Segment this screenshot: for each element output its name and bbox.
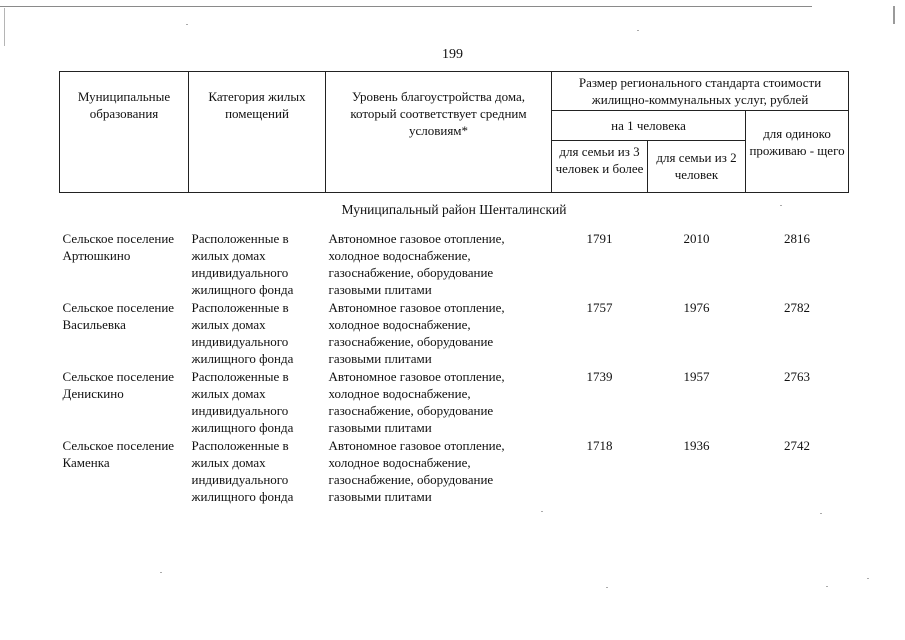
- scan-speck: [820, 513, 822, 514]
- row-family2: 1957: [683, 369, 710, 384]
- scan-speck: [826, 586, 828, 587]
- row-family3: 1757: [586, 300, 613, 315]
- table-row: [60, 299, 849, 368]
- table-row: [60, 230, 849, 299]
- scan-speck: [637, 30, 639, 31]
- row-category: Расположенные в жилых домах индивидуального жилищного фонда: [191, 231, 294, 297]
- header-per-person: на 1 человека: [552, 111, 746, 141]
- row-municipality: Сельское поселение Каменка: [62, 438, 175, 470]
- table-row: [60, 368, 849, 437]
- row-family3: 1718: [586, 438, 613, 453]
- row-family2: 2010: [683, 231, 710, 246]
- header-level: Уровень благоустройства дома, который соответствует средним условиям*: [326, 72, 552, 193]
- row-municipality: Сельское поселение Васильевка: [62, 300, 175, 332]
- row-municipality: Сельское поселение Артюшкино: [62, 231, 175, 263]
- table-row: [60, 437, 849, 506]
- regional-standard-table: [59, 71, 849, 506]
- row-category: Расположенные в жилых домах индивидуального жилищного фонда: [191, 369, 294, 435]
- row-level: Автономное газовое отопление, холодное водоснабжение, газоснабжение, оборудование газовыми плитами: [328, 231, 505, 297]
- row-municipality: Сельское поселение Денискино: [62, 369, 175, 401]
- header-standard-group: Размер регионального стандарта стоимости жилищно-коммунальных услуг, рублей: [552, 72, 849, 111]
- page-number: 199: [442, 47, 463, 62]
- row-single: 2782: [784, 300, 811, 315]
- header-family3: для семьи из 3 человек и более: [552, 141, 648, 193]
- scan-speck: [867, 578, 869, 579]
- district-heading: Муниципальный район Шенталинский: [341, 202, 567, 217]
- row-family3: 1791: [586, 231, 613, 246]
- row-category: Расположенные в жилых домах индивидуального жилищного фонда: [191, 438, 294, 504]
- row-category: Расположенные в жилых домах индивидуального жилищного фонда: [191, 300, 294, 366]
- scan-edge-top: [0, 6, 812, 7]
- scan-edge-left: [4, 8, 5, 46]
- scan-mark-right: [893, 6, 895, 24]
- scan-speck: [186, 24, 188, 25]
- row-family3: 1739: [586, 369, 613, 384]
- row-level: Автономное газовое отопление, холодное водоснабжение, газоснабжение, оборудование газовыми плитами: [328, 438, 505, 504]
- scan-speck: [160, 572, 162, 573]
- row-level: Автономное газовое отопление, холодное водоснабжение, газоснабжение, оборудование газовыми плитами: [328, 369, 505, 435]
- row-family2: 1976: [683, 300, 710, 315]
- row-family2: 1936: [683, 438, 710, 453]
- row-level: Автономное газовое отопление, холодное водоснабжение, газоснабжение, оборудование газовыми плитами: [328, 300, 505, 366]
- row-single: 2763: [784, 369, 811, 384]
- header-category: Категория жилых помещений: [189, 72, 326, 193]
- scan-speck: [606, 587, 608, 588]
- header-municipality: Муниципальные образования: [60, 72, 189, 193]
- row-single: 2816: [784, 231, 811, 246]
- row-single: 2742: [784, 438, 811, 453]
- scan-speck: [541, 511, 543, 512]
- header-family2: для семьи из 2 человек: [648, 141, 746, 193]
- header-single: для одиноко проживаю - щего: [746, 111, 849, 193]
